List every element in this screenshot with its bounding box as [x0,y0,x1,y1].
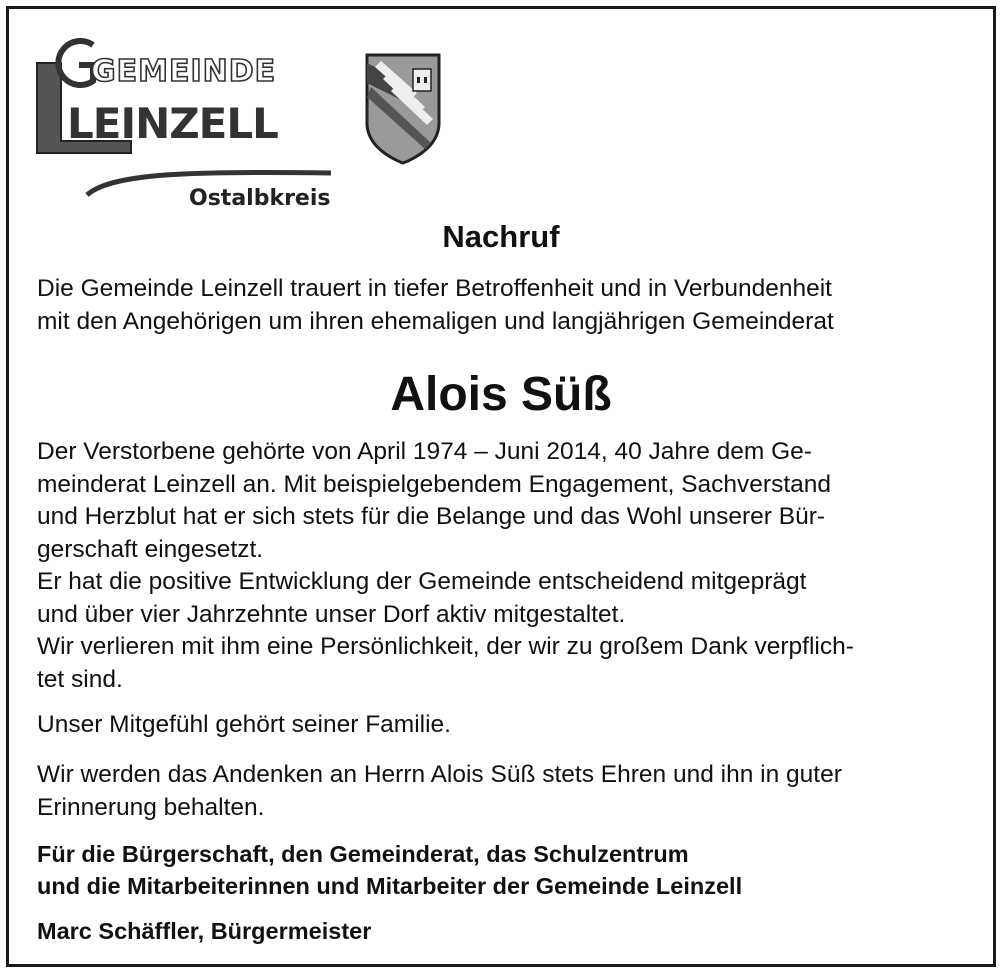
intro-line: mit den Angehörigen um ihren ehemaligen und langjährigen Gemeinderat [37,308,834,335]
signature-line: und die Mitarbeiterinnen und Mitarbeiter der Gemeinde Leinzell [37,873,743,899]
intro-paragraph [37,272,972,338]
body-line: meinderat Leinzell an. Mit beispielgebendem Engagement, Sachverstand [37,470,832,498]
body-line: und Herzblut hat er sich stets für die Belange und das Wohl unserer Bür- [37,503,826,530]
municipality-logo [31,23,451,213]
logo-word-leinzell: LEINZELL [67,99,278,148]
notice-title: Nachruf [442,219,560,254]
remembrance-line: Erinnerung behalten. [37,793,265,821]
sympathy-paragraph: Unser Mitgefühl gehört seiner Familie. [37,711,451,738]
body-line: Wir verlieren mit ihm eine Persönlichkeit, der wir zu großem Dank verpflich- [37,633,854,660]
logo-word-gemeinde: GEMEINDE [91,54,277,89]
body-line: tet sind. [37,665,123,693]
body-paragraph [37,436,972,696]
intro-line: Die Gemeinde Leinzell trauert in tiefer Betroffenheit und in Verbundenheit [37,275,832,302]
body-line: Der Verstorbene gehörte von April 1974 – Juni 2014, 40 Jahre dem Ge- [37,438,812,465]
logo-region: Ostalbkreis [189,186,331,211]
body-line: gerschaft eingesetzt. [37,535,264,563]
signatory: Marc Schäffler, Bürgermeister [37,918,372,944]
deceased-name: Alois Süß [390,368,612,421]
leinzell-logo-graphic [31,23,451,213]
obituary-frame [6,6,996,967]
signature-block [37,838,972,902]
remembrance-paragraph [37,759,972,824]
signature-line: Für die Bürgerschaft, den Gemeinderat, das Schulzentrum [37,841,689,867]
body-line: Er hat die positive Entwicklung der Gemeinde entscheidend mitgeprägt [37,568,807,595]
body-line: und über vier Jahrzehnte unser Dorf aktiv mitgestaltet. [37,600,626,628]
remembrance-line: Wir werden das Andenken an Herrn Alois Süß stets Ehren und ihn in guter [37,761,842,788]
